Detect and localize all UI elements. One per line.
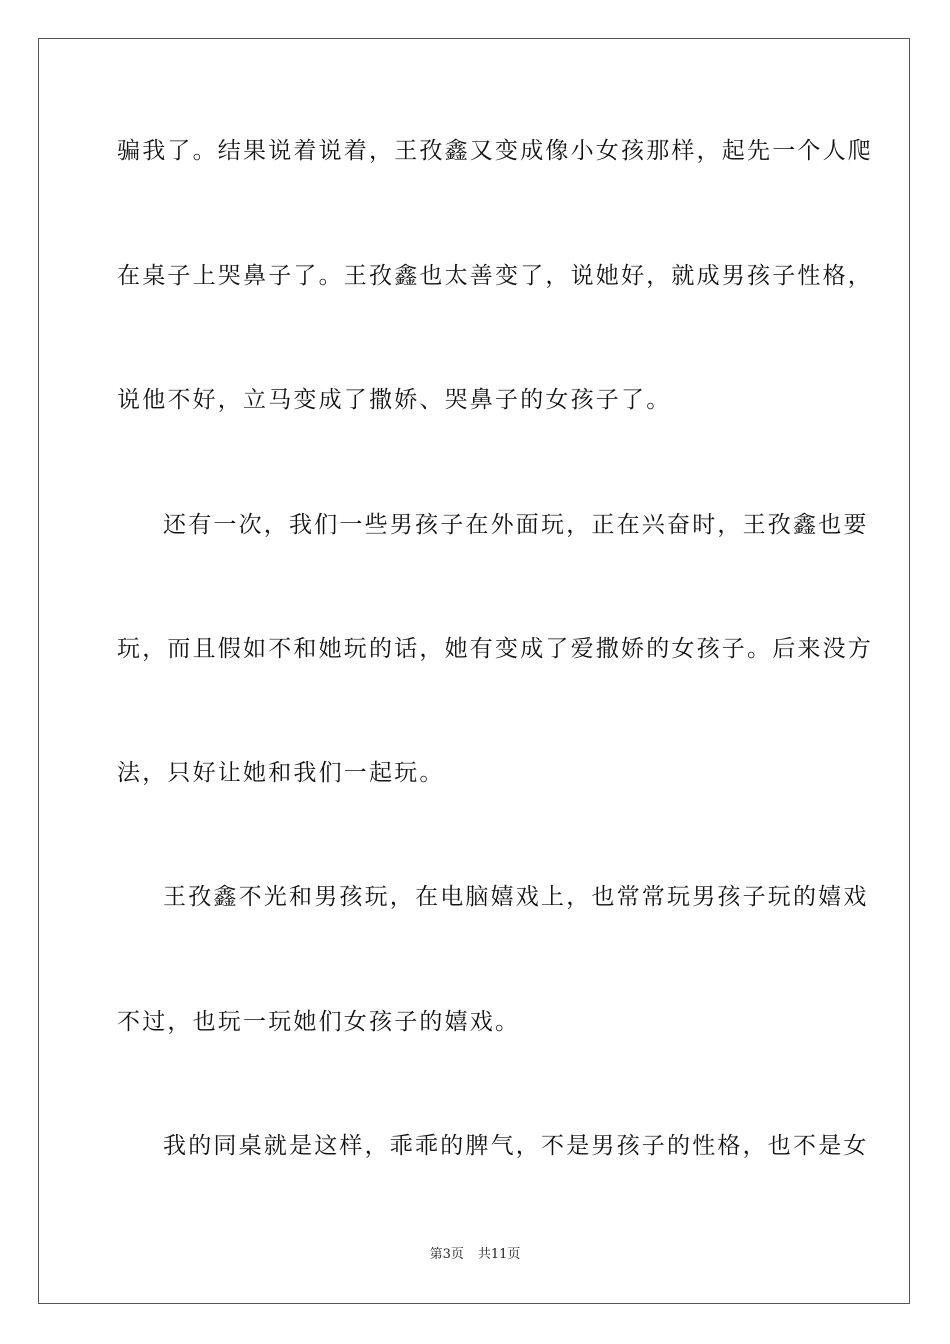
- text-line-7: 王孜鑫不光和男孩玩，在电脑嬉戏上，也常常玩男孩子玩的嬉戏: [163, 884, 869, 910]
- text-line-5: 玩，而且假如不和她玩的话，她有变成了爱撒娇的女孩子。后来没方: [117, 636, 873, 662]
- text-line-2: 在桌子上哭鼻子了。王孜鑫也太善变了，说她好，就成男孩子性格，: [117, 263, 873, 289]
- text-line-9: 我的同桌就是这样，乖乖的脾气，不是男孩子的性格，也不是女: [163, 1133, 869, 1159]
- text-line-4: 还有一次，我们一些男孩子在外面玩，正在兴奋时，王孜鑫也要: [163, 512, 869, 538]
- text-line-6: 法，只好让她和我们一起玩。: [117, 760, 445, 786]
- text-line-3: 说他不好，立马变成了撒娇、哭鼻子的女孩子了。: [117, 387, 672, 413]
- page-border: [38, 38, 910, 1304]
- page-footer: [0, 1246, 950, 1264]
- text-line-1: 骗我了。结果说着说着，王孜鑫又变成像小女孩那样，起先一个人爬: [117, 138, 873, 164]
- text-line-8: 不过，也玩一玩她们女孩子的嬉戏。: [117, 1009, 521, 1035]
- page-number: 第3页: [429, 1247, 464, 1262]
- page-total: 共11页: [477, 1247, 521, 1262]
